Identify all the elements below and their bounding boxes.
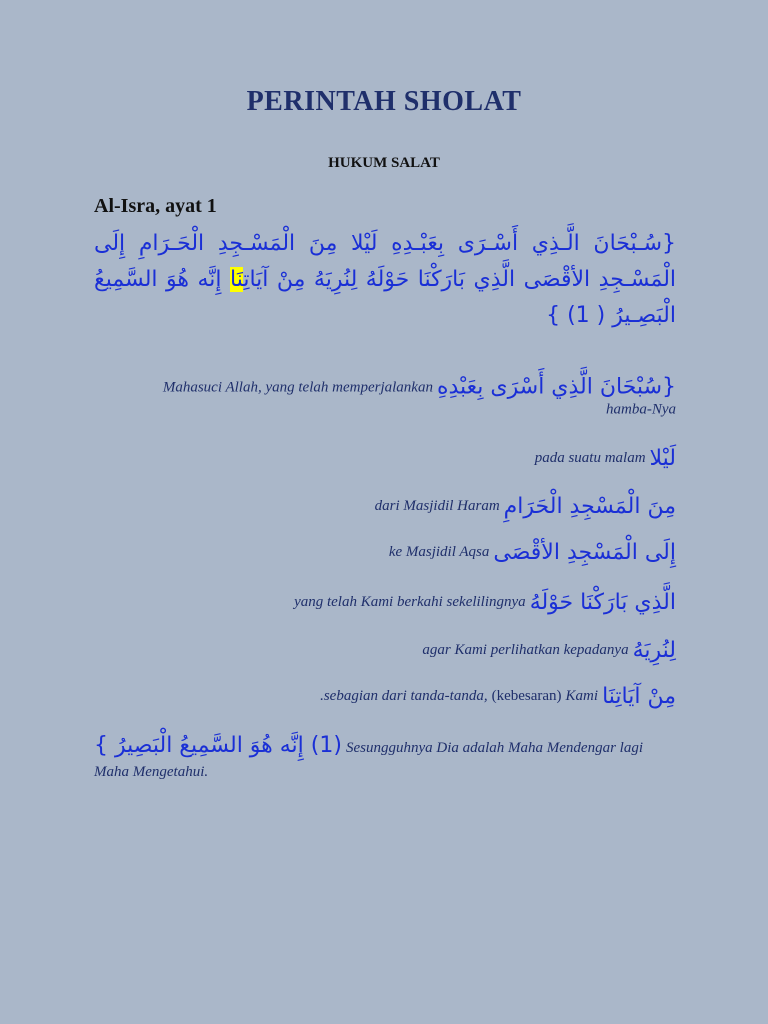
translation-meaning: dari Masjidil Haram: [374, 498, 500, 514]
translation-arabic: مِنْ آيَاتِنَا: [602, 684, 676, 709]
translation-row-1: [94, 376, 676, 421]
translation-arabic: لَيْلا: [649, 446, 676, 471]
verse-arabic-part2: إِنَّه هُوَ السَّمِيعُ الْبَصِـيرُ ( 1) }: [94, 267, 676, 328]
translation-meaning: agar Kami perlihatkan kepadanya: [422, 642, 629, 658]
translation-meaning-suffix: Kami: [565, 688, 599, 704]
translation-meaning-prefix: .sebagian dari tanda-tanda,: [320, 688, 488, 704]
translation-meaning: pada suatu malam: [534, 450, 646, 466]
page-subtitle: HUKUM SALAT: [328, 155, 440, 171]
section-heading: Al-Isra, ayat 1: [94, 195, 217, 217]
translation-meaning-cont: hamba-Nya: [606, 401, 676, 418]
closing-arabic: (1) إِنَّه هُوَ السَّمِيعُ الْبَصِيرُ }: [94, 733, 342, 758]
verse-arabic-part1: {سُـبْحَانَ الَّـذِي أَسْـرَى بِعَبْـدِهِ لَيْلا مِنَ الْمَسْـجِدِ الْحَـرَامِ إِلَى الْمَسْـجِدِ الأقْصَى الَّذِي بَارَكْنَا حَوْلَهُ لِنُرِيَهُ مِنْ آيَاتِ: [94, 231, 677, 292]
translation-arabic: إِلَى الْمَسْجِدِ الأقْصَى: [493, 540, 676, 565]
verse-arabic-full: [94, 226, 676, 334]
translation-arabic: {سُبْحَانَ الَّذِي أَسْرَى بِعَبْدِهِ: [436, 374, 676, 400]
translation-row-3: [94, 494, 676, 519]
translation-arabic: الَّذِي بَارَكْنَا حَوْلَهُ: [529, 590, 676, 615]
translation-meaning-plain: (kebesaran): [491, 688, 562, 704]
translation-row-2: [94, 446, 676, 471]
translation-meaning: yang telah Kami berkahi sekelilingnya: [294, 594, 526, 610]
translation-row-6: [94, 638, 676, 663]
translation-row-7: [94, 684, 676, 709]
page-title: PERINTAH SHOLAT: [246, 86, 522, 117]
translation-meaning: Mahasuci Allah, yang telah memperjalankan: [162, 379, 433, 396]
translation-row-4: [94, 540, 676, 565]
translation-arabic: مِنَ الْمَسْجِدِ الْحَرَامِ: [503, 494, 676, 519]
translation-meaning: ke Masjidil Aqsa: [388, 544, 490, 560]
closing-meaning: Sesungguhnya Dia adalah Maha Mendengar lagi Maha Mengetahui.: [94, 740, 644, 780]
translation-row-5: [94, 590, 676, 615]
verse-highlighted-word: نَا: [229, 267, 244, 292]
closing-row: [94, 734, 676, 784]
translation-arabic: لِنُرِيَهُ: [632, 638, 676, 663]
